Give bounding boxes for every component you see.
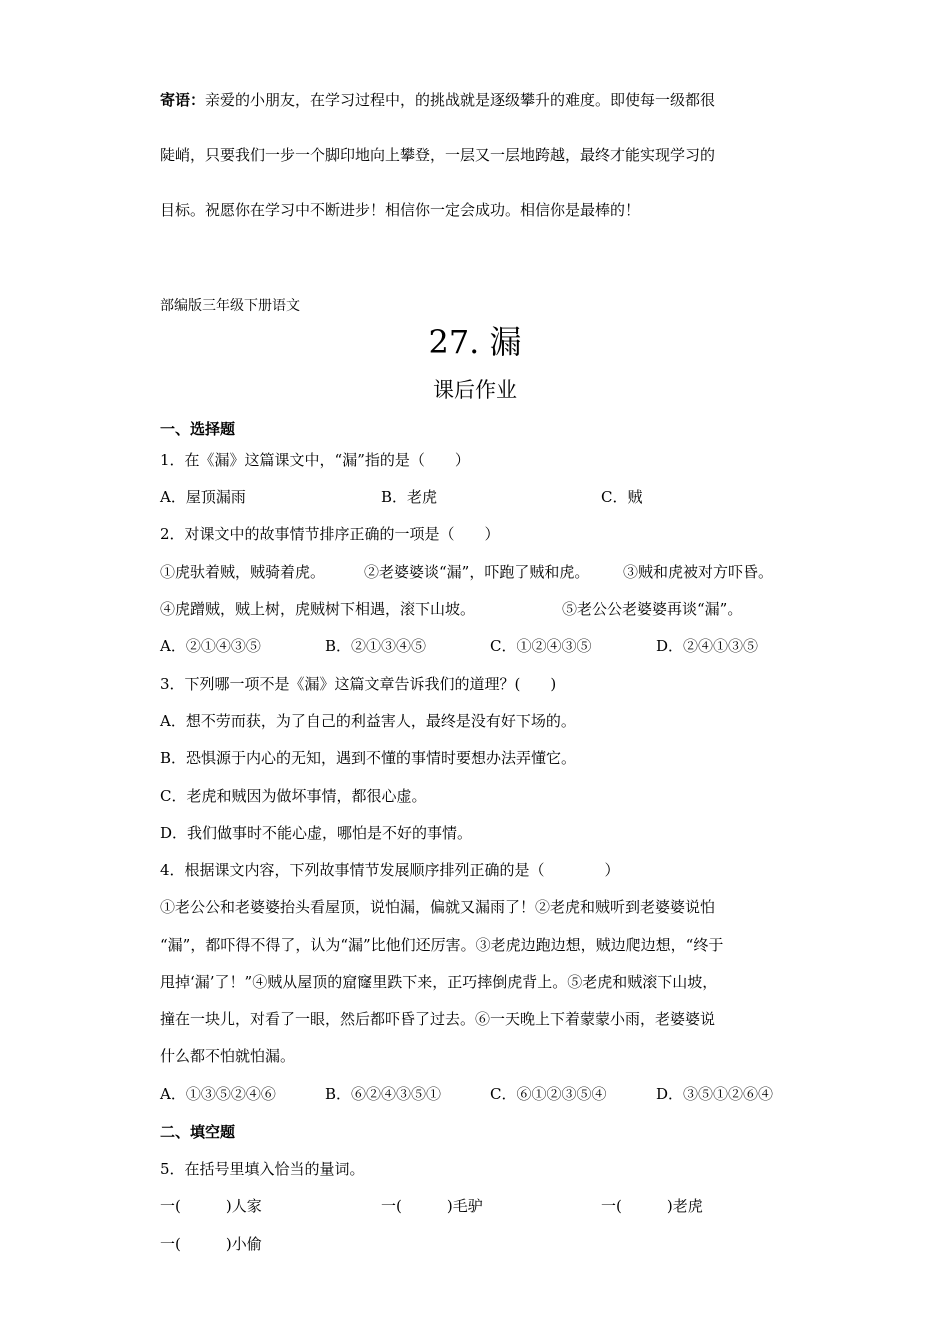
q4-passage-line-2: “漏”，都吓得不得了，认为“漏”比他们还厉害。③老虎边跑边想，贼边爬边想，“终于 (160, 936, 724, 954)
q1-option-a: A．屋顶漏雨 (160, 488, 246, 506)
question-4: 4．根据课文内容，下列故事情节发展顺序排列正确的是（ ） (160, 861, 620, 879)
section-heading-fill: 二、填空题 (160, 1123, 236, 1141)
q2-event-5: ⑤老公公老婆婆再谈“漏”。 (562, 600, 743, 618)
question-1: 1．在《漏》这篇课文中，“漏”指的是（ ） (160, 451, 470, 469)
q2-option-c: C．①②④③⑤ (490, 637, 592, 655)
intro-text-1: 亲爱的小朋友，在学习过程中，的挑战就是逐级攀升的难度。即使每一级都很 (205, 91, 716, 109)
question-2: 2．对课文中的故事情节排序正确的一项是（ ） (160, 525, 500, 543)
q4-option-b: B．⑥②④③⑤① (325, 1085, 442, 1103)
q2-option-a: A．②①④③⑤ (160, 637, 261, 655)
q2-event-2: ②老婆婆谈“漏”，吓跑了贼和虎。 (364, 563, 590, 581)
intro-line-2: 陡峭，只要我们一步一个脚印地向上攀登，一层又一层地跨越，最终才能实现学习的 (160, 146, 716, 164)
q2-event-1: ①虎驮着贼，贼骑着虎。 (160, 563, 326, 581)
q4-passage-line-1: ①老公公和老婆婆抬头看屋顶，说怕漏，偏就又漏雨了！②老虎和贼听到老婆婆说怕 (160, 898, 716, 916)
lesson-title: 27. 漏 (428, 323, 522, 361)
q4-option-a: A．①③⑤②④⑥ (160, 1085, 276, 1103)
q5-blank-4: 一( )小偷 (160, 1235, 262, 1253)
edition-label: 部编版三年级下册语文 (160, 298, 300, 314)
q5-blank-1: 一( )人家 (160, 1197, 262, 1215)
intro-label: 寄语： (160, 91, 206, 109)
q5-blank-3: 一( )老虎 (601, 1197, 703, 1215)
q2-event-4: ④虎蹭贼，贼上树，虎贼树下相遇，滚下山坡。 (160, 600, 476, 618)
q4-passage-line-5: 什么都不怕就怕漏。 (160, 1047, 296, 1065)
question-3: 3．下列哪一项不是《漏》这篇文章告诉我们的道理？( ) (160, 675, 557, 693)
q2-event-3: ③贼和虎被对方吓昏。 (623, 563, 774, 581)
intro-line-3: 目标。祝愿你在学习中不断进步！相信你一定会成功。相信你是最棒的！ (160, 201, 641, 219)
q3-option-a: A．想不劳而获，为了自己的利益害人，最终是没有好下场的。 (160, 712, 576, 730)
q3-option-c: C．老虎和贼因为做坏事情，都很心虚。 (160, 787, 427, 805)
q1-option-c: C．贼 (601, 488, 643, 506)
q3-option-b: B．恐惧源于内心的无知，遇到不懂的事情时要想办法弄懂它。 (160, 749, 577, 767)
q4-option-d: D．③⑤①②⑥④ (656, 1085, 774, 1103)
q2-option-d: D．②④①③⑤ (656, 637, 759, 655)
q4-passage-line-4: 撞在一块儿，对看了一眼，然后都吓昏了过去。⑥一天晚上下着蒙蒙小雨，老婆婆说 (160, 1010, 716, 1028)
question-5: 5．在括号里填入恰当的量词。 (160, 1160, 365, 1178)
q4-option-c: C．⑥①②③⑤④ (490, 1085, 607, 1103)
intro-line-1 (160, 90, 715, 110)
q2-option-b: B．②①③④⑤ (325, 637, 427, 655)
q4-passage-line-3: 甩掉‘漏’了！”④贼从屋顶的窟窿里跌下来，正巧摔倒虎背上。⑤老虎和贼滚下山坡， (160, 973, 718, 991)
q5-blank-2: 一( )毛驴 (381, 1197, 483, 1215)
lesson-subtitle: 课后作业 (433, 378, 517, 402)
section-heading-choice: 一、选择题 (160, 420, 236, 438)
q3-option-d: D．我们做事时不能心虚，哪怕是不好的事情。 (160, 824, 473, 842)
q1-option-b: B．老虎 (381, 488, 438, 506)
